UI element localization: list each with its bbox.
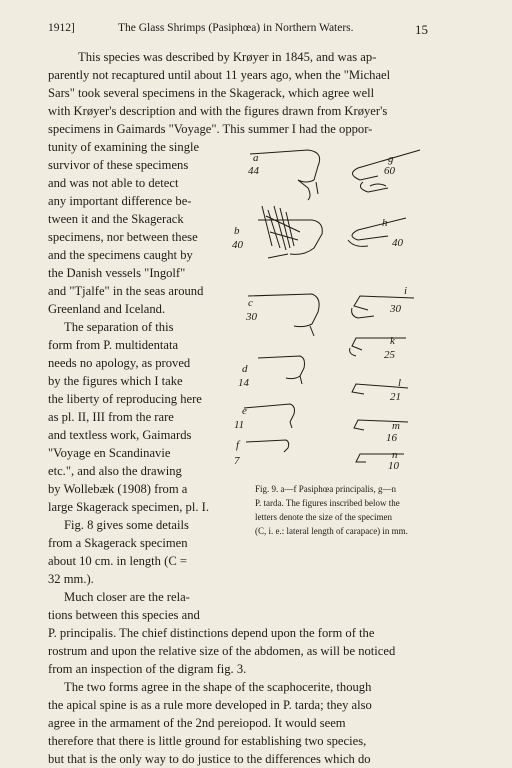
figure-label-n: n	[392, 449, 398, 461]
figure-size-c: 30	[246, 311, 257, 323]
text-line: Much closer are the rela-	[64, 590, 190, 604]
text-line: The separation of this	[64, 320, 174, 334]
text-line: Greenland and Iceland.	[48, 302, 166, 316]
rostrum-drawing-a	[250, 150, 320, 200]
text-line: Sars" took several specimens in the Skagerack, which agree well	[48, 86, 375, 100]
caption-line: Fig. 9. a—f Pasiphœa principalis, g—n	[255, 484, 396, 494]
figure-size-e: 11	[234, 419, 245, 431]
text-line: form from P. multidentata	[48, 338, 179, 352]
figure-size-m: 16	[386, 432, 397, 444]
text-line: "Voyage en Scandinavie	[48, 446, 171, 460]
caption-line: letters denote the size of the specimen	[255, 512, 392, 522]
figure-size-f: 7	[234, 455, 240, 467]
text-line: and the specimens caught by	[48, 248, 193, 262]
text-line: by Wollebæk (1908) from a	[48, 482, 188, 496]
text-line: specimens, nor between these	[48, 230, 198, 244]
text-line: by the figures which I take	[48, 374, 183, 388]
text-line: the Danish vessels "Ingolf"	[48, 266, 186, 280]
text-line: large Skagerack specimen, pl. I.	[48, 500, 209, 514]
figure-size-d: 14	[238, 377, 249, 389]
header-title: The Glass Shrimps (Pasiphœa) in Northern Waters.	[118, 22, 354, 34]
text-line: but that is the only way to do justice to the differences which do	[48, 752, 371, 766]
text-line: therefore that there is little ground for establishing two species,	[48, 734, 367, 748]
figure-label-a: a	[253, 152, 259, 164]
text-line: tions between this species and	[48, 608, 200, 622]
figure-label-c: c	[248, 297, 253, 309]
running-header	[48, 22, 428, 40]
figure-size-a: 44	[248, 165, 259, 177]
text-line: tween it and the Skagerack	[48, 212, 184, 226]
text-line: and "Tjalfe" in the seas around	[48, 284, 204, 298]
text-line: the apical spine is as a rule more developed in P. tarda; they also	[48, 698, 372, 712]
text-line: specimens in Gaimards "Voyage". This summer I had the oppor-	[48, 122, 373, 136]
figure-label-l: l	[398, 377, 402, 389]
rostrum-drawing-b	[258, 206, 322, 258]
figure-label-b: b	[234, 225, 240, 237]
text-line: This species was described by Krøyer in 1845, and was ap-	[78, 50, 377, 64]
figure-size-k: 25	[384, 349, 395, 361]
text-line: any important difference be-	[48, 194, 192, 208]
figure-size-i: 30	[390, 303, 401, 315]
text-line: Fig. 8 gives some details	[64, 518, 189, 532]
rostrum-figure	[228, 136, 428, 476]
figure-size-b: 40	[232, 239, 243, 251]
text-line: from an inspection of the digram fig. 3.	[48, 662, 247, 676]
page-number: 15	[415, 22, 428, 37]
figure-label-e: e	[242, 405, 247, 417]
text-line: as pl. II, III from the rare	[48, 410, 174, 424]
figure-size-g: 60	[384, 165, 395, 177]
figure-label-i: i	[404, 285, 408, 297]
figure-label-g: g	[388, 153, 394, 165]
figure-label-m: m	[392, 420, 400, 432]
text-line: the liberty of reproducing here	[48, 392, 202, 406]
text-line: P. principalis. The chief distinctions depend upon the form of the	[48, 626, 375, 640]
rostrum-drawing-d	[258, 356, 305, 384]
text-line: about 10 cm. in length (C =	[48, 554, 187, 568]
figure-label-d: d	[242, 363, 248, 375]
text-line: etc.", and also the drawing	[48, 464, 182, 478]
figure-label-k: k	[390, 335, 395, 347]
figure-size-l: 21	[390, 391, 401, 403]
rostrum-drawing-e	[244, 404, 295, 428]
text-line: from a Skagerack specimen	[48, 536, 188, 550]
text-line: 32 mm.).	[48, 572, 94, 586]
header-year: 1912]	[48, 22, 75, 34]
rostrum-drawing-c	[248, 294, 319, 336]
text-line: with Krøyer's description and with the figures drawn from Krøyer's	[48, 104, 388, 118]
text-line: and textless work, Gaimards	[48, 428, 192, 442]
figure-label-h: h	[382, 217, 388, 229]
caption-line: P. tarda. The figures inscribed below the	[255, 498, 400, 508]
rostrum-drawing-i	[352, 296, 414, 318]
text-line: tunity of examining the single	[48, 140, 200, 154]
text-line: The two forms agree in the shape of the scaphocerite, though	[64, 680, 372, 694]
text-line: agree in the armament of the 2nd pereiopod. It would seem	[48, 716, 346, 730]
figure-size-n: 10	[388, 460, 399, 472]
text-line: rostrum and upon the relative size of the abdomen, as will be noticed	[48, 644, 396, 658]
text-line: and was not able to detect	[48, 176, 179, 190]
figure-size-h: 40	[392, 237, 403, 249]
figure-label-f: f	[236, 439, 240, 451]
text-line: needs no apology, as proved	[48, 356, 191, 370]
text-line: parently not recaptured until about 11 years ago, when the "Michael	[48, 68, 391, 82]
rostrum-drawing-f	[246, 440, 289, 452]
caption-line: (C, i. e.: lateral length of carapace) in mm.	[255, 526, 408, 536]
rostrum-drawing-k	[350, 338, 406, 356]
text-line: survivor of these specimens	[48, 158, 189, 172]
